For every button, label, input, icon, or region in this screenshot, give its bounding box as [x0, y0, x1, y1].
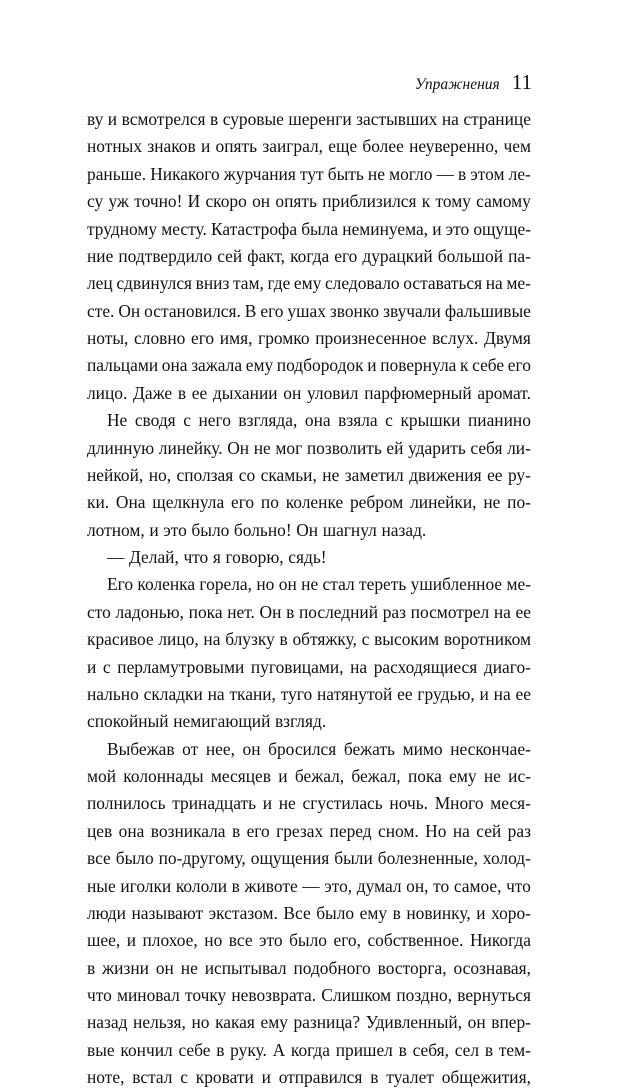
running-head	[415, 70, 532, 95]
text-line: ву и всмотрелся в суровые шеренги застывших на странице	[87, 109, 531, 129]
text-line: вые кончил себе в руку. А когда пришел в себя, сел в тем-	[87, 1039, 531, 1060]
text-line: сто ладонью, пока нет. Он в последний раз посмотрел на ее	[87, 601, 531, 622]
page-number: 11	[511, 70, 532, 94]
text-line: Не сводя с него взгляда, она взяла с крышки пианино	[107, 410, 531, 431]
text-line: все было по-другому, ощущения были болезненные, холод-	[87, 848, 531, 869]
body-text	[87, 106, 531, 1092]
text-line: сте. Он остановился. В его ушах звонко звучали фальшивые	[87, 300, 531, 321]
text-line: лец сдвинулся вниз там, где ему следовало оставаться на ме-	[87, 273, 531, 294]
text-line: лотном, и это было больно! Он шагнул назад.	[87, 519, 427, 540]
text-line: ные иголки кололи в животе — это, думал он, то самое, что	[87, 875, 531, 896]
text-line: красивое лицо, на блузку в обтяжку, с высоким воротником	[87, 629, 531, 650]
text-line: и с перламутровыми пуговицами, на расходящиеся диаго-	[87, 656, 531, 677]
text-line: что миновал точку невозврата. Слишком поздно, вернуться	[87, 985, 531, 1005]
text-line: пальцами она зажала ему подбородок и повернула к себе его	[87, 355, 531, 376]
text-line: ноте, встал с кровати и отправился в туалет общежития,	[87, 1067, 531, 1088]
text-line: нально складки на ткани, туго натянутой ее грудью, и на ее	[87, 683, 531, 704]
text-line: шее, и плохое, но все это было его, собственное. Никогда	[87, 930, 531, 951]
text-line: ние подтвердило сей факт, когда его дурацкий большой па-	[87, 245, 531, 266]
text-line: лицо. Даже в ее дыхании он уловил парфюмерный аромат.	[87, 382, 531, 403]
text-line: нейкой, но, сползая со скамьи, не заметил движения ее ру-	[87, 464, 531, 485]
text-line: цев она возникала в его грезах перед сном. Но на сей раз	[87, 820, 531, 841]
text-line: ноты, словно его имя, громко произнесенное вслух. Двумя	[87, 328, 531, 348]
text-line: полнилось тринадцать и не сгустилась ночь. Много меся-	[87, 793, 531, 814]
text-line: в жизни он не испытывал подобного восторга, осознавая,	[87, 957, 531, 978]
text-line: раньше. Никакого журчания тут быть не могло — в этом ле-	[87, 163, 531, 184]
text-line: спокойный немигающий взгляд.	[87, 711, 327, 732]
text-line: ки. Она щелкнула его по коленке ребром линейки, не по-	[87, 492, 531, 513]
section-title: Упражнения	[414, 76, 500, 93]
text-line: длинную линейку. Он не мог позволить ей ударить себя ли-	[87, 437, 531, 458]
text-line: су уж точно! И скоро он опять приблизился к тому самому	[87, 191, 531, 212]
text-line: Его коленка горела, но он не стал тереть ушибленное ме-	[107, 574, 531, 595]
text-line: назад нельзя, но какая ему разница? Удивленный, он впер-	[87, 1012, 531, 1033]
text-line: трудному месту. Катастрофа была неминуема, и это ощуще-	[87, 218, 531, 239]
text-line: люди называют экстазом. Все было ему в новинку, и хоро-	[87, 902, 531, 923]
text-line: мой колоннады месяцев и бежал, бежал, пока ему не ис-	[87, 766, 531, 786]
text-line: нотных знаков и опять заиграл, еще более неуверенно, чем	[87, 136, 531, 157]
text-line: — Делай, что я говорю, сядь!	[107, 547, 327, 567]
text-line: Выбежав от нее, он бросился бежать мимо нескончае-	[107, 738, 531, 759]
